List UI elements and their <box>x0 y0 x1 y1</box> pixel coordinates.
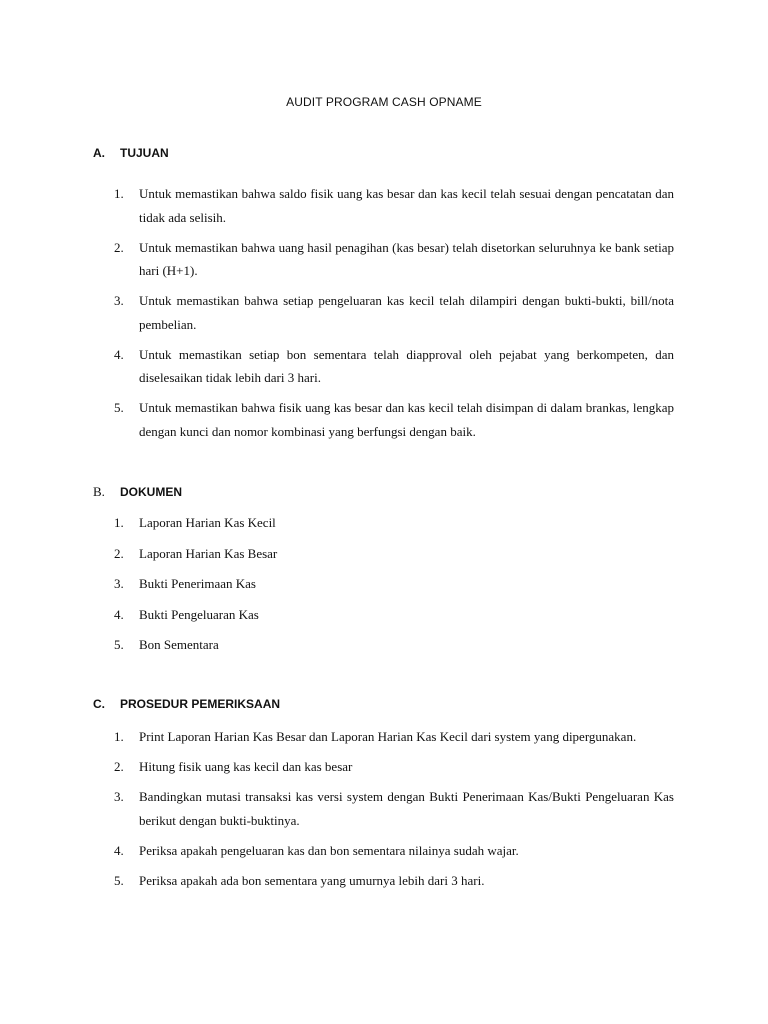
list-item <box>114 785 674 832</box>
item-number: 5. <box>114 400 124 415</box>
list-item <box>114 572 674 596</box>
item-text: Untuk memastikan bahwa setiap pengeluaran kas kecil telah dilampiri dengan bukti-bukti, bill/nota pembelian. <box>139 293 674 332</box>
section-title: DOKUMEN <box>120 485 182 499</box>
item-number: 2. <box>114 545 124 561</box>
list-item <box>114 755 674 779</box>
item-number: 3. <box>114 293 124 308</box>
section-title: TUJUAN <box>120 146 169 160</box>
item-text: Untuk memastikan bahwa uang hasil penagihan (kas besar) telah disetorkan seluruhnya ke bank setiap hari (H+1). <box>139 239 674 278</box>
tujuan-list <box>114 182 674 450</box>
item-number: 5. <box>114 872 124 888</box>
section-letter: C. <box>93 697 105 711</box>
list-item <box>114 236 674 283</box>
item-text: Bukti Pengeluaran Kas <box>139 606 259 622</box>
list-item <box>114 869 674 893</box>
item-text: Periksa apakah pengeluaran kas dan bon sementara nilainya sudah wajar. <box>139 842 519 858</box>
section-title: PROSEDUR PEMERIKSAAN <box>120 697 281 711</box>
document-title: AUDIT PROGRAM CASH OPNAME <box>286 95 482 109</box>
item-text: Laporan Harian Kas Besar <box>139 545 278 561</box>
section-letter: A. <box>93 146 105 160</box>
list-item <box>114 182 674 229</box>
item-number: 5. <box>114 637 124 652</box>
item-text: Laporan Harian Kas Kecil <box>139 515 276 530</box>
list-item <box>114 511 674 535</box>
item-text: Bandingkan mutasi transaksi kas versi system dengan Bukti Penerimaan Kas/Bukti Pengeluaran Kas berikut dengan bukti-buktinya. <box>139 789 674 828</box>
item-number: 4. <box>114 842 124 858</box>
item-number: 4. <box>114 606 124 622</box>
item-number: 3. <box>114 576 124 591</box>
item-number: 3. <box>114 789 124 804</box>
item-text: Untuk memastikan setiap bon sementara telah diapproval oleh pejabat yang berkompeten, dan diselesaikan tidak lebih dari 3 hari. <box>139 346 674 385</box>
dokumen-list <box>114 511 674 664</box>
item-number: 2. <box>114 759 124 774</box>
item-number: 1. <box>114 186 124 201</box>
item-text: Untuk memastikan bahwa fisik uang kas besar dan kas kecil telah disimpan di dalam brankas, lengkap dengan kunci dan nomor kombinasi yang berfungsi dengan baik. <box>139 400 674 439</box>
list-item <box>114 603 674 627</box>
item-number: 4. <box>114 346 124 362</box>
list-item <box>114 343 674 390</box>
item-number: 2. <box>114 239 124 255</box>
item-text: Bon Sementara <box>139 637 219 652</box>
list-item <box>114 725 674 749</box>
section-a-heading <box>93 146 169 160</box>
item-number: 1. <box>114 729 124 744</box>
item-text: Hitung fisik uang kas kecil dan kas besar <box>139 759 353 774</box>
section-c-heading <box>93 697 280 711</box>
item-text: Bukti Penerimaan Kas <box>139 576 256 591</box>
list-item <box>114 633 674 657</box>
section-letter: B. <box>93 484 105 499</box>
item-text: Periksa apakah ada bon sementara yang umurnya lebih dari 3 hari. <box>139 872 485 888</box>
list-item <box>114 542 674 566</box>
item-number: 1. <box>114 515 124 530</box>
section-b-heading <box>93 484 182 500</box>
item-text: Print Laporan Harian Kas Besar dan Laporan Harian Kas Kecil dari system yang dipergunakan. <box>139 729 637 744</box>
prosedur-list <box>114 725 674 899</box>
list-item <box>114 289 674 336</box>
list-item <box>114 396 674 443</box>
item-text: Untuk memastikan bahwa saldo fisik uang kas besar dan kas kecil telah sesuai dengan pencatatan dan tidak ada selisih. <box>139 186 674 225</box>
list-item <box>114 839 674 863</box>
